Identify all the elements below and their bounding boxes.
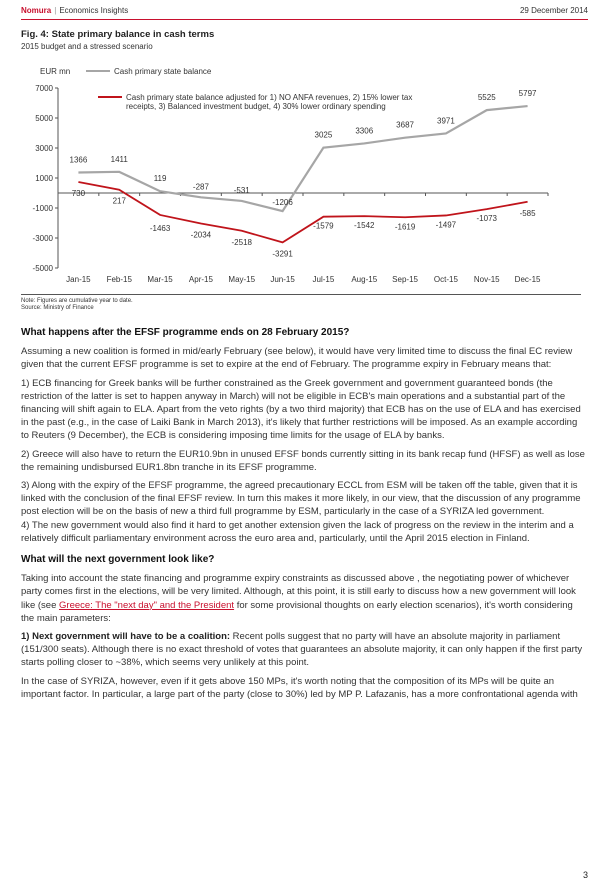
x-tick-label: Nov-15 (473, 275, 500, 284)
y-tick-label: -1000 (32, 204, 53, 213)
article-body (21, 318, 585, 706)
figure-subtitle: 2015 budget and a stressed scenario (21, 42, 153, 51)
x-tick-label: Jun-15 (270, 275, 295, 284)
data-label: 1366 (69, 155, 88, 165)
data-label: -1206 (272, 198, 293, 208)
government-intro (21, 572, 585, 625)
data-label: -3291 (272, 249, 293, 259)
page-number: 3 (582, 870, 588, 880)
series-line (78, 182, 527, 242)
government-intro-end: for some provisional thoughts on early election scenarios), it's worth considering the main parameters: (21, 599, 573, 624)
data-label: 1411 (110, 154, 128, 164)
brand-name: Nomura (21, 6, 52, 15)
data-label: -1463 (149, 223, 171, 233)
data-label: 3687 (396, 120, 414, 130)
data-label: -1579 (313, 221, 334, 231)
data-label: 730 (71, 189, 86, 199)
data-label: -2034 (190, 230, 212, 240)
x-tick-label: Jul-15 (312, 275, 335, 284)
y-tick-label: 3000 (35, 144, 53, 153)
data-label: -287 (192, 182, 209, 192)
data-label: -1073 (476, 214, 497, 224)
efsf-heading: What happens after the EFSF programme ends on 28 February 2015? (21, 327, 350, 338)
data-label: 3971 (437, 116, 455, 126)
government-heading: What will the next government look like? (21, 554, 215, 566)
data-label: -1619 (394, 222, 416, 232)
government-intro-start: Taking into account the state financing and programme expiry constraints as discussed above , the negotiating power of whichever party comes first in the elections, will be very limited. Although, at this point, it is still early to discuss how a new government will look like (see (21, 573, 576, 611)
data-label: 5525 (477, 93, 496, 103)
efsf-point-1: 1) ECB financing for Greek banks will be further constrained as the Greek government and government guaranteed bonds (the restriction of the latter is set to happen anyway in March) will not be eligible in ECB's main operations and a substantial part of the financing will shift again to ELA. Apart from the veto rights (by a two third majority) that ECB has on the use of ELA and has exercised in the past (e.g., in the case of Laiki Bank in March 2013), it's likely that further restrictions will be imposed. As an example according to Reuters (9 December), the ECB is considering imposing time limits for the usage of ELA by banks. (21, 377, 581, 442)
data-label: 5797 (518, 89, 537, 99)
y-tick-label: 5000 (35, 114, 53, 123)
efsf-point-4: 4) The new government would also find it hard to get another extension given the lack of progress on the review in the interim and a relatively difficult parliamentary environment across the euro area and, particularly, until the April 2015 election in Finland. (21, 519, 574, 544)
data-label: -1542 (354, 221, 375, 231)
data-label: 3306 (355, 126, 374, 136)
figure-source: Source: Ministry of Finance (21, 305, 94, 311)
header-separator: | (54, 6, 57, 15)
page-header (21, 6, 588, 20)
figure-title: Fig. 4: State primary balance in cash terms (21, 29, 215, 40)
figure-note: Note: Figures are cumulative year to date. (21, 298, 133, 304)
y-tick-label: -5000 (32, 264, 53, 273)
x-tick-label: Sep-15 (392, 275, 418, 284)
header-date: 29 December 2014 (519, 6, 588, 15)
x-tick-label: Mar-15 (147, 275, 173, 284)
header-rule (21, 19, 588, 20)
y-tick-label: 7000 (35, 84, 53, 93)
x-tick-label: Apr-15 (188, 275, 213, 284)
efsf-intro: Assuming a new coalition is formed in mid/early February (see below), it would have very limited time to discuss the final EC review given that the current EFSF programme is set to expire at the end of February. The programme expiry in February means that: (21, 346, 573, 371)
government-point-1-lead: 1) Next government will have to be a coalition: (21, 631, 231, 643)
y-tick-label: -3000 (32, 234, 53, 243)
y-axis-unit-label: EUR mn (40, 67, 71, 76)
data-label: -2518 (231, 237, 252, 247)
data-label: -531 (233, 185, 250, 195)
y-tick-label: 1000 (35, 174, 53, 183)
x-tick-label: Dec-15 (514, 275, 541, 284)
data-label: 3025 (314, 130, 333, 140)
data-label: -1497 (435, 220, 457, 230)
greece-next-day-link[interactable]: Greece: The "next day" and the President (59, 599, 235, 611)
x-tick-label: May-15 (228, 275, 256, 284)
primary-balance-chart (18, 58, 558, 290)
x-tick-label: Aug-15 (351, 275, 378, 284)
government-point-1 (21, 630, 585, 670)
data-label: -585 (519, 208, 536, 218)
legend-label: Cash primary state balance adjusted for 1) NO ANFA revenues, 2) 15% lower tax receipts, 3) Balanced investment budget, 4) 30% lower ordinary spending (126, 93, 413, 111)
efsf-point-2: 2) Greece will also have to return the EUR10.9bn in unused EFSF bonds currently sitting in its bank recap fund (HFSF) as well as lose the remaining undisbursed EUR1.8bn tranche in its EFSF programme. (21, 448, 585, 473)
government-point-1-text: Recent polls suggest that no party will have an absolute majority in parliament (151/300 seats). Although there is no exact threshold of votes that guarantees an absolute majority, it can only happen if the first party starts polling closer to ~38%, which seems very unlikely at this point. (21, 631, 583, 669)
chart-bottom-rule (21, 294, 581, 295)
government-point-2: In the case of SYRIZA, however, even if it gets above 150 MPs, it's worth noting that the composition of its MPs will be quite an important factor. In particular, a large part of the party (close to 30%) led by MP P. Lafazanis, has a more confrontational agenda with (21, 675, 578, 700)
header-section: Economics Insights (59, 6, 129, 15)
legend-label: Cash primary state balance (114, 67, 212, 76)
x-tick-label: Feb-15 (106, 275, 132, 284)
efsf-point-3: 3) Along with the expiry of the EFSF programme, the agreed precautionary ECCL from ESM will be taken off the table, given that it is linked with the conclusion of the final EFSF review. In turn this makes it more likely, in our view, that the discussion of any programme post election will be on the basis of new a third full programme by ESM, particularly in the case of a SYRIZA led government. (21, 480, 581, 518)
x-tick-label: Oct-15 (433, 275, 458, 284)
data-label: 217 (112, 196, 126, 206)
x-tick-label: Jan-15 (66, 275, 91, 284)
figure-notes (21, 298, 581, 318)
data-label: 119 (153, 174, 167, 184)
